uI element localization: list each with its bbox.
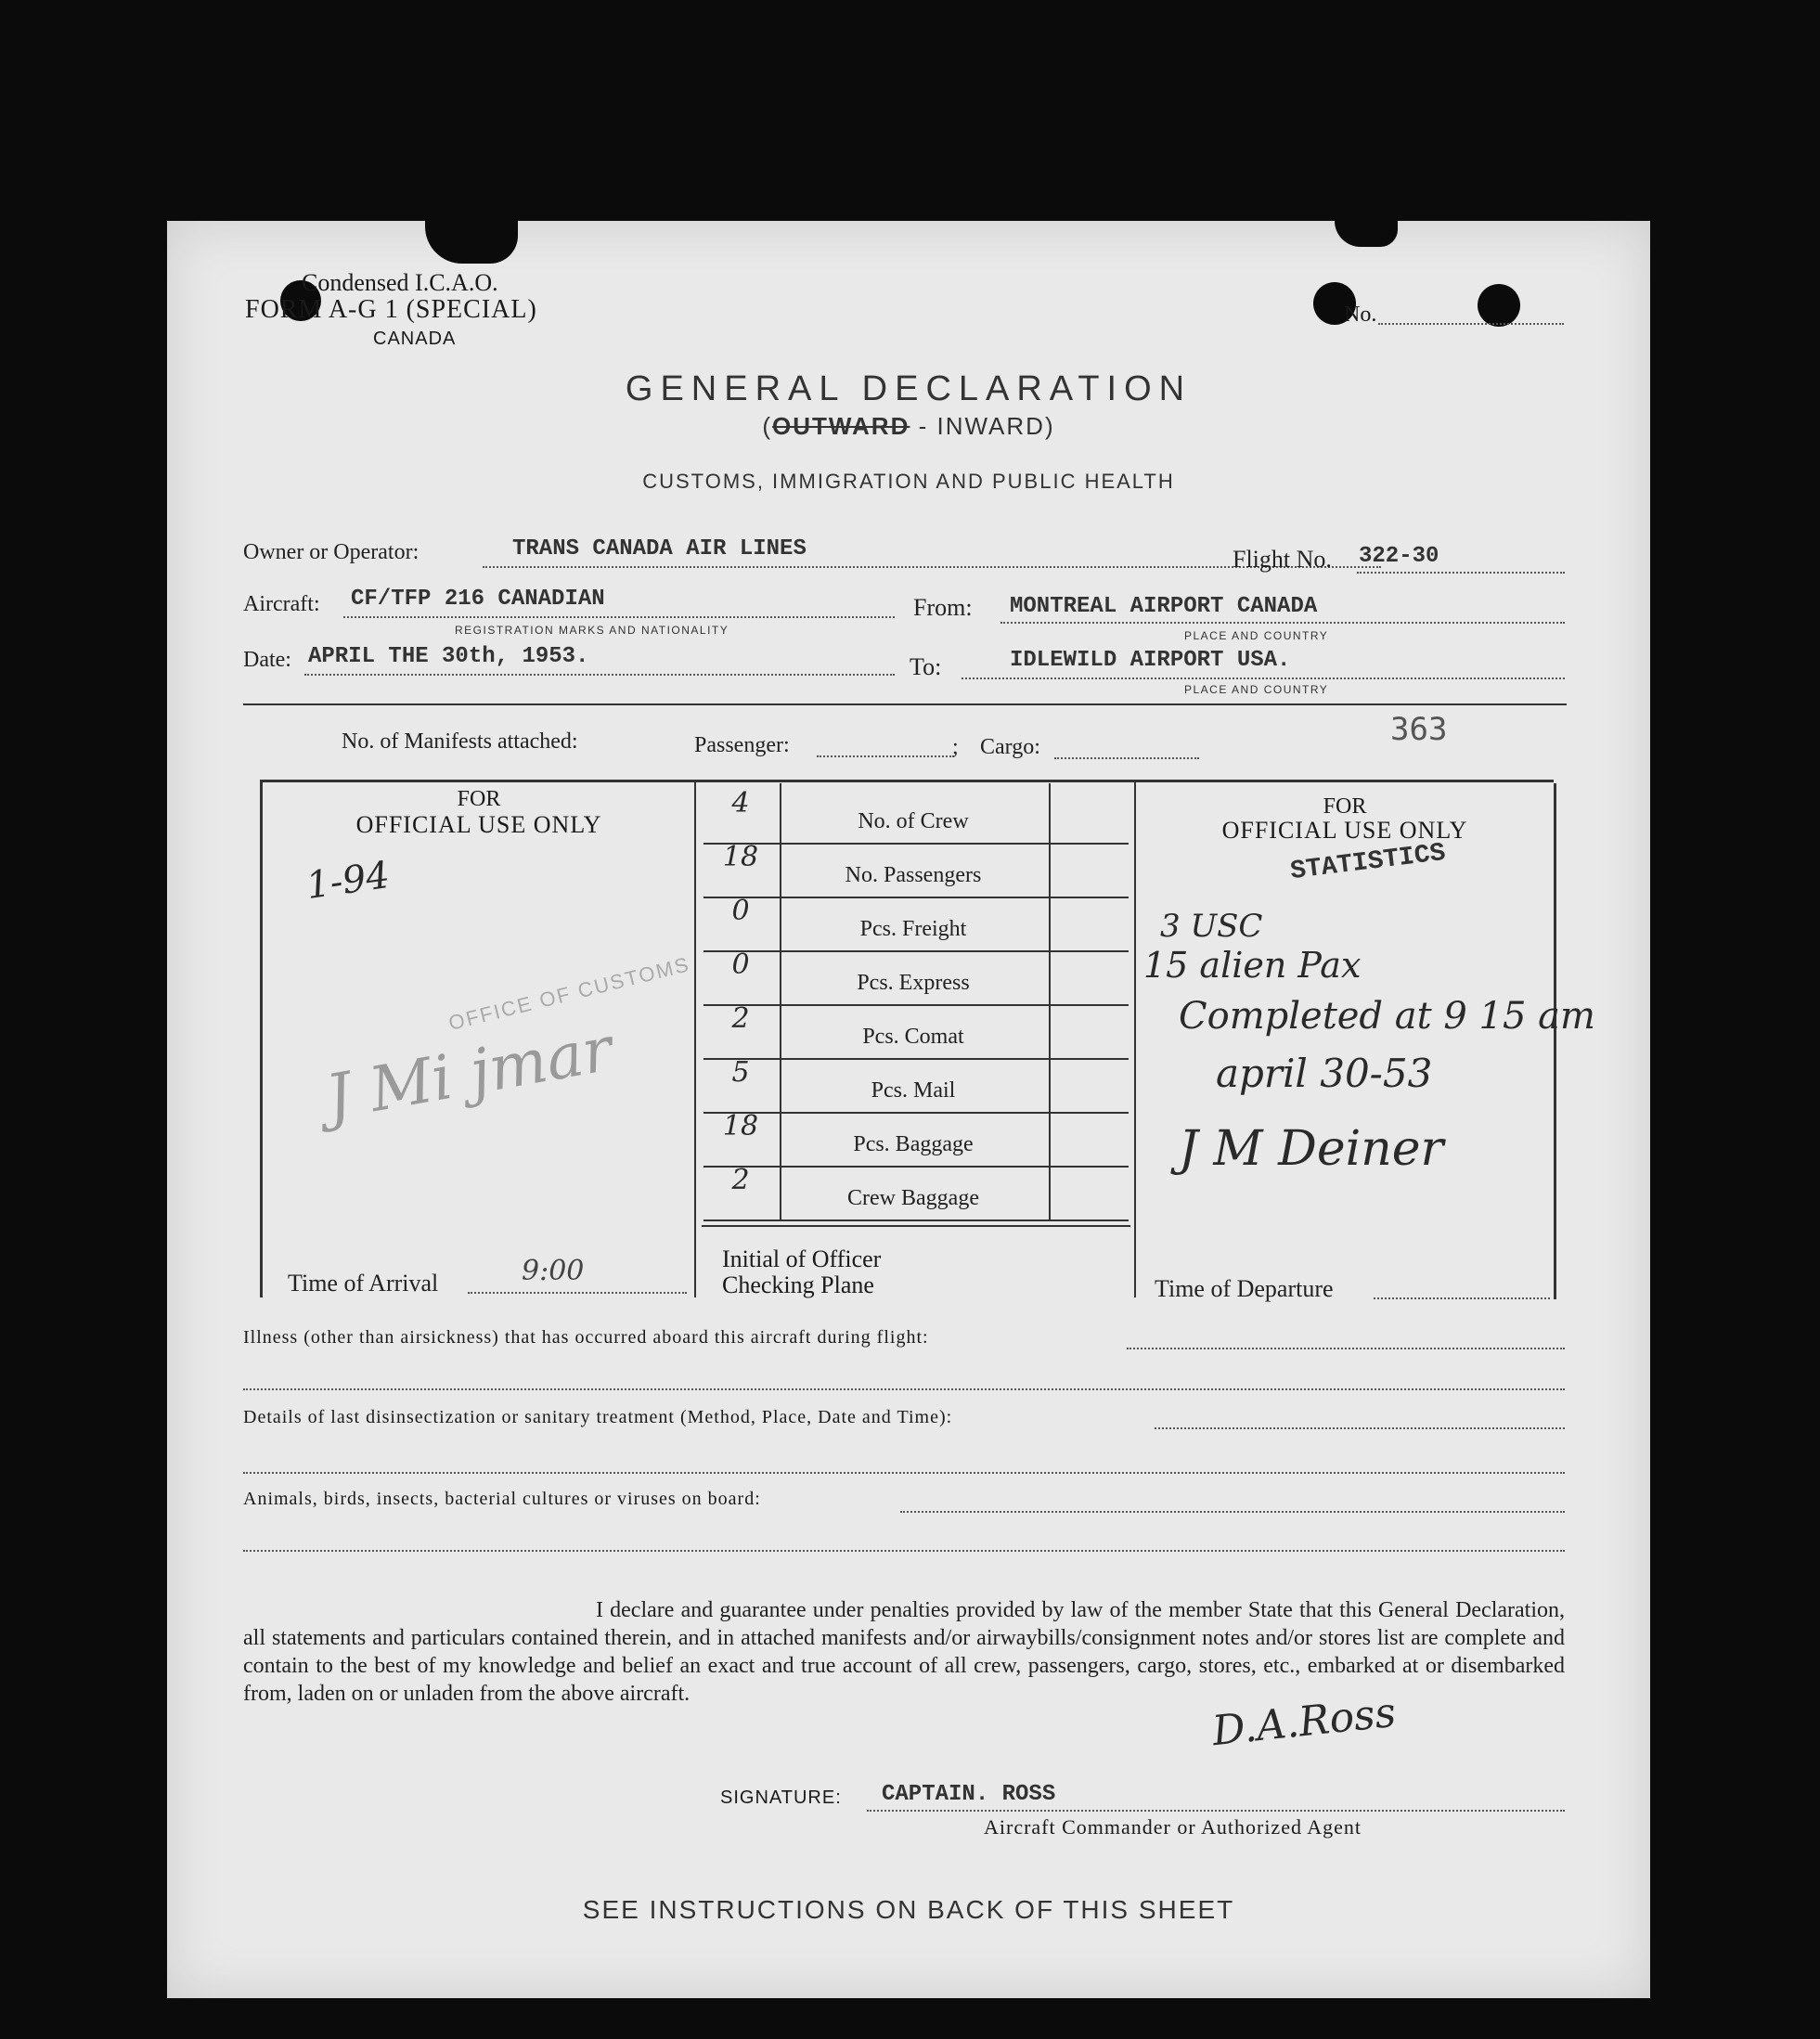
- signature-value: CAPTAIN. ROSS: [882, 1782, 1056, 1807]
- to-value: IDLEWILD AIRPORT USA.: [1010, 648, 1291, 673]
- departure-time-label: Time of Departure: [1155, 1275, 1334, 1302]
- right-box-note-completed: Completed at 9 15 am: [1179, 995, 1595, 1038]
- count-column-divider: [780, 783, 781, 1220]
- illness-field-line2[interactable]: [243, 1388, 1565, 1390]
- aircraft-label: Aircraft:: [243, 592, 320, 616]
- aircraft-sublabel: REGISTRATION MARKS AND NATIONALITY: [455, 624, 729, 637]
- form-id-country: CANADA: [373, 329, 457, 349]
- owner-value: TRANS CANADA AIR LINES: [512, 536, 807, 561]
- statistics-stamp: STATISTICS: [1288, 838, 1448, 887]
- right-box-note-aliens: 15 alien Pax: [1143, 945, 1362, 986]
- signature-label: SIGNATURE:: [720, 1787, 842, 1808]
- punch-hole: [1478, 284, 1520, 327]
- from-field[interactable]: [1000, 622, 1565, 624]
- table-right-border: [1554, 783, 1556, 1299]
- date-label: Date:: [243, 648, 291, 672]
- initial-officer-line2: Checking Plane: [722, 1271, 874, 1298]
- aircraft-field[interactable]: [343, 616, 895, 618]
- right-box-divider: [1134, 781, 1136, 1297]
- flight-label: Flight No.: [1233, 546, 1332, 573]
- right-box-heading: OFFICIAL USE ONLY: [1221, 817, 1468, 844]
- animals-field-line2[interactable]: [243, 1550, 1565, 1552]
- flight-value: 322-30: [1359, 544, 1439, 569]
- signature-caption: Aircraft Commander or Authorized Agent: [984, 1815, 1362, 1839]
- passenger-manifest-field[interactable]: [817, 755, 954, 757]
- count-value: 18: [722, 841, 759, 873]
- count-row-rule: [703, 1220, 1129, 1221]
- footer-instructions: SEE INSTRUCTIONS ON BACK OF THIS SHEET: [582, 1895, 1235, 1924]
- direction-outward-struck: OUTWARD: [772, 412, 910, 440]
- from-label: From:: [913, 594, 973, 621]
- arrival-time-label: Time of Arrival: [288, 1270, 439, 1297]
- left-box-heading: OFFICIAL USE ONLY: [355, 811, 602, 838]
- count-value: 4: [731, 787, 750, 819]
- captain-signature-handwritten: D.A.Ross: [1209, 1688, 1399, 1756]
- animals-field[interactable]: [900, 1511, 1565, 1513]
- manifest-separator: ;: [952, 735, 959, 759]
- page-subtitle: CUSTOMS, IMMIGRATION AND PUBLIC HEALTH: [642, 470, 1175, 493]
- to-sublabel: PLACE AND COUNTRY: [1184, 683, 1329, 696]
- left-box-signature: J Mi jmar: [320, 1013, 618, 1134]
- count-value: 2: [731, 1164, 750, 1196]
- direction-line: (OUTWARD - INWARD): [762, 412, 1055, 440]
- label-column-divider: [1049, 783, 1051, 1220]
- count-value: 2: [731, 1002, 750, 1035]
- count-value: 5: [731, 1056, 750, 1089]
- table-left-border: [260, 780, 263, 1297]
- table-top-border: [260, 780, 1554, 782]
- from-sublabel: PLACE AND COUNTRY: [1184, 629, 1329, 642]
- from-value: MONTREAL AIRPORT CANADA: [1010, 594, 1318, 619]
- count-label: Pcs. Comat: [862, 1025, 964, 1049]
- cargo-manifest-label: Cargo:: [980, 735, 1040, 759]
- right-box-note-usc: 3 USC: [1160, 908, 1263, 945]
- count-label: Pcs. Mail: [871, 1078, 956, 1103]
- count-label: No. Passengers: [845, 863, 982, 887]
- to-field[interactable]: [962, 678, 1565, 679]
- stamp-number: 363: [1390, 711, 1448, 748]
- aircraft-value: CF/TFP 216 CANADIAN: [351, 587, 605, 612]
- count-value: 0: [731, 949, 750, 981]
- declaration-text: I declare and guarantee under penalties provided by law of the member State that this General Declaration, all statements and particulars contained therein, and in attached manifests and/or airwaybills/consignment notes and/or stores list are complete and contain to the best of my knowledge and belief an exact and true account of all crew, passengers, cargo, stores, etc., embarked at or disembarked from, laden on or unladen from the above aircraft.: [243, 1598, 1565, 1706]
- disinsectization-field-line2[interactable]: [243, 1472, 1565, 1474]
- departure-time-field[interactable]: [1374, 1297, 1550, 1299]
- count-value: 0: [731, 895, 750, 927]
- owner-label: Owner or Operator:: [243, 540, 420, 564]
- disinsectization-field[interactable]: [1155, 1427, 1565, 1429]
- manifests-label: No. of Manifests attached:: [342, 729, 578, 754]
- left-box-divider: [694, 781, 696, 1297]
- left-box-handwritten-note: 1-94: [303, 853, 393, 909]
- to-label: To:: [910, 653, 942, 680]
- right-box-heading-for: FOR: [1323, 794, 1367, 819]
- form-id-line2: FORM A-G 1 (SPECIAL): [245, 295, 537, 324]
- right-box-signature: J M Deiner: [1179, 1121, 1444, 1177]
- form-number-field[interactable]: [1378, 323, 1564, 325]
- initial-officer-line1: Initial of Officer: [722, 1245, 882, 1272]
- section-divider: [243, 703, 1567, 705]
- customs-stamp-faint: OFFICE OF CUSTOMS: [445, 952, 692, 1035]
- direction-inward: - INWARD): [910, 412, 1055, 440]
- passenger-manifest-label: Passenger:: [694, 733, 790, 757]
- torn-corner-left: [425, 221, 518, 264]
- count-label: No. of Crew: [858, 809, 969, 833]
- count-value: 18: [722, 1110, 759, 1142]
- count-label: Pcs. Express: [857, 971, 970, 995]
- arrival-time-field[interactable]: [468, 1292, 687, 1294]
- date-field[interactable]: [304, 674, 895, 676]
- torn-corner-right: [1335, 221, 1398, 247]
- illness-label: Illness (other than airsickness) that has occurred aboard this aircraft during flight:: [243, 1327, 929, 1348]
- counts-bottom-border: [702, 1225, 1130, 1227]
- disinsectization-label: Details of last disinsectization or sanitary treatment (Method, Place, Date and Time):: [243, 1407, 953, 1427]
- count-label: Pcs. Freight: [859, 917, 967, 941]
- date-value: APRIL THE 30th, 1953.: [308, 644, 589, 669]
- right-box-note-date: april 30-53: [1216, 1051, 1433, 1096]
- animals-label: Animals, birds, insects, bacterial cultures or viruses on board:: [243, 1489, 761, 1509]
- form-number-label: No.: [1344, 303, 1377, 327]
- cargo-manifest-field[interactable]: [1054, 757, 1199, 759]
- left-box-heading-for: FOR: [457, 787, 501, 811]
- form-id-line1: Condensed I.C.A.O.: [302, 269, 498, 296]
- declaration-form-sheet: [167, 221, 1650, 1998]
- signature-field[interactable]: [867, 1810, 1565, 1812]
- arrival-time-value: 9:00: [522, 1255, 585, 1287]
- flight-field[interactable]: [1357, 572, 1565, 574]
- illness-field[interactable]: [1127, 1348, 1565, 1349]
- page-title: GENERAL DECLARATION: [625, 369, 1193, 408]
- count-label: Crew Baggage: [847, 1186, 979, 1210]
- count-label: Pcs. Baggage: [853, 1132, 974, 1156]
